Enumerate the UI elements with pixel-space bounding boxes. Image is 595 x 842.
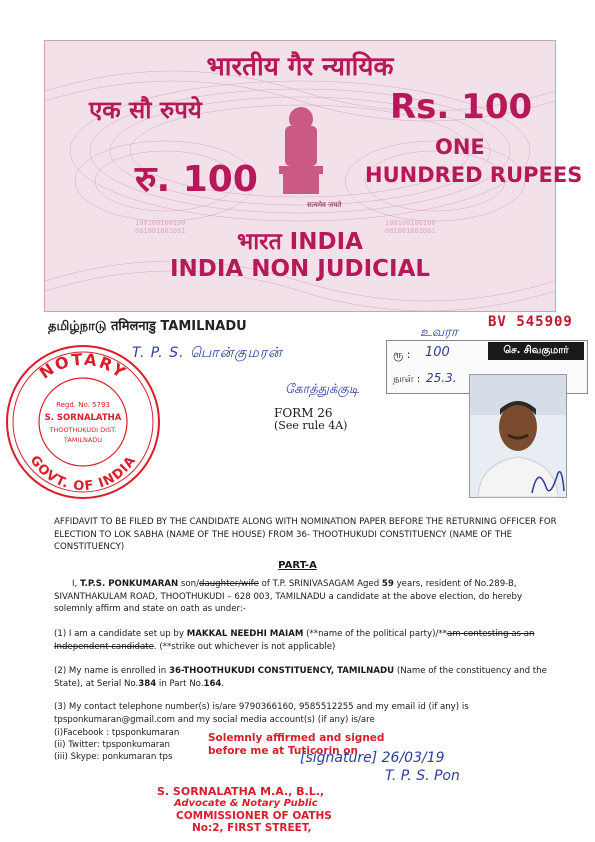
stamp-rs-amount: Rs. 100	[390, 87, 533, 127]
stamp-bharat-india: भारत INDIA	[237, 229, 363, 255]
affidavit-intro: AFFIDAVIT TO BE FILED BY THE CANDIDATE ALONG WITH NOMINATION PAPER BEFORE THE RETURNING OFFICER FOR ELECTION TO LOK SABHA (NAME OF THE HOUSE) FROM 36- THOOTHUKUDI CONSTITUENCY (NAME OF THE CONSTITUENCY)	[54, 517, 557, 552]
affirmation-line-2: before me at Tuticorin on	[208, 745, 358, 757]
stamp-serial-number: BV 545909	[488, 314, 573, 330]
stamp-ru-amount: रु. 100	[135, 159, 258, 200]
facebook-line: (i)Facebook : tpsponkumaran	[54, 728, 180, 738]
notary-seal	[4, 343, 162, 501]
handwriting-name: T. P. S. பொன்குமரன்	[132, 345, 283, 361]
photo-signature	[528, 463, 568, 507]
form-title: FORM 26	[274, 406, 333, 420]
vendor-name: செ. சிவகுமார்	[488, 342, 584, 360]
para-3: (3) My contact telephone number(s) is/are 9790366160, 9585512255 and my email id (if any) is tpsponkumaran@gmail.com and my social media account(s) (if any) is/are	[54, 702, 469, 725]
candidate-signature: T. P. S. Pon	[385, 768, 460, 784]
handwriting-top-right: உவரா	[420, 325, 458, 340]
notary-name: S. SORNALATHA M.A., B.L.,	[157, 785, 325, 798]
vendor-date-label: நாள் :	[393, 374, 421, 385]
vendor-amount: 100	[425, 345, 450, 360]
stamp-one: ONE	[435, 135, 485, 159]
seal-top-text: NOTARY	[35, 349, 131, 383]
vendor-rs-label: ரூ :	[393, 348, 411, 361]
notary-signature: [signature] 26/03/19	[300, 750, 445, 766]
seal-state: TAMILNADU	[63, 436, 103, 444]
stamp-non-judicial: INDIA NON JUDICIAL	[169, 256, 431, 282]
state-line: தமிழ்நாடு तमिलनाडु TAMILNADU	[48, 319, 247, 334]
seal-district: THOOTHUKUDI DIST.	[49, 426, 117, 434]
para-2: (2) My name is enrolled in 36-THOOTHUKUDI CONSTITUENCY, TAMILNADU (Name of the constituency and the State), at Serial No.384 in Part No.164.	[54, 666, 547, 689]
notary-address: No:2, FIRST STREET,	[192, 822, 312, 834]
seal-name: S. SORNALATHA	[44, 413, 122, 423]
seal-bottom-text: GOVT. OF INDIA	[26, 453, 140, 495]
skype-line: (iii) Skype: ponkumaran tps	[54, 752, 173, 762]
para-intro: I, T.P.S. PONKUMARAN son/daughter/wife of T.P. SRINIVASAGAM Aged 59 years, resident of No.289-B, SIVANTHAKULAM ROAD, THOOTHUKUDI – 628 003, TAMILNADU a candidate at the above election, do hereby solemnly affirm and state on oath as under:-	[54, 579, 523, 614]
affirmation-line-1: Solemnly affirmed and signed	[208, 732, 385, 744]
lion-capital-emblem	[279, 107, 323, 194]
twitter-line: (ii) Twitter: tpsponkumaran	[54, 740, 170, 750]
stamp-hundred-rupees: HUNDRED RUPEES	[365, 163, 583, 187]
stamp-motto: सत्यमेव जयते	[307, 201, 342, 209]
seal-regd: Regd. No. 5793	[56, 401, 110, 409]
notary-role: Advocate & Notary Public	[174, 798, 318, 809]
stamp-paper: 100100100100 001001001001 100100100100 001001001001 भारतीय गैर न्यायिक एक सौ रुपये Rs. 100 रु. 100 ONE HUNDRED RUPEES सत्यमेव जयते भारत INDIA INDIA NON JUDICIAL	[44, 40, 556, 312]
notary-commission: COMMISSIONER OF OATHS	[176, 810, 332, 822]
para-1: (1) I am a candidate set up by MAKKAL NEEDHI MAIAM (**name of the political party)/**am contesting as an Independent candidate. (**strike out whichever is not applicable)	[54, 629, 535, 652]
form-rule: (See rule 4A)	[274, 419, 348, 432]
stamp-hindi-amount: एक सौ रुपये	[89, 96, 202, 124]
handwriting-place: கோத்துக்குடி	[285, 382, 360, 397]
stamp-hindi-title: भारतीय गैर न्यायिक	[206, 52, 394, 82]
part-a-heading: PART-A	[278, 560, 317, 571]
vendor-date-value: 25.3.	[426, 371, 457, 385]
